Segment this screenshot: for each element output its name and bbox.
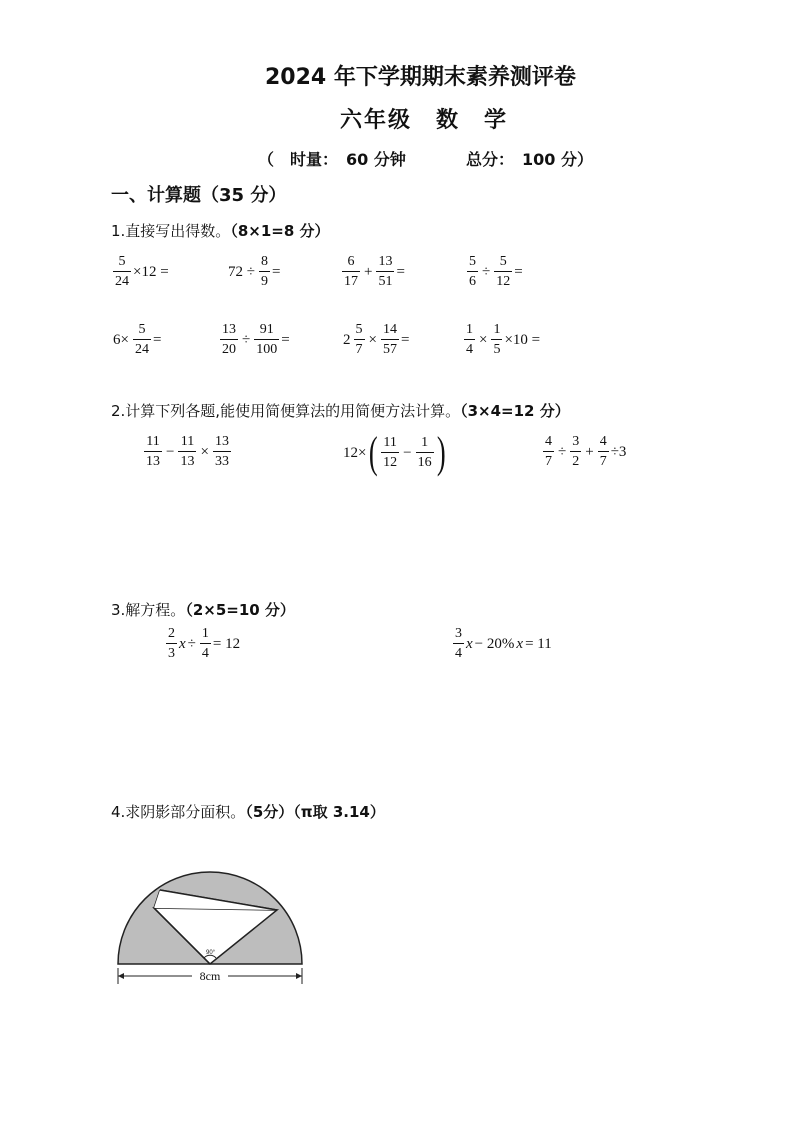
- right-angle-label: 90°: [206, 950, 216, 956]
- numerator: 13: [222, 322, 236, 337]
- denominator: 51: [376, 271, 394, 289]
- denominator: 57: [381, 339, 399, 357]
- q2-item-a: [142, 435, 233, 469]
- question-1-label: 1.直接写出得数。（8×1=8 分）: [111, 222, 330, 240]
- math-token: =: [281, 331, 290, 348]
- denominator: 24: [113, 271, 131, 289]
- numerator: 14: [382, 322, 397, 337]
- q3-item-b: [451, 627, 554, 661]
- numerator: 1: [421, 435, 429, 450]
- denominator: 100: [254, 339, 279, 357]
- math-token: =: [152, 331, 162, 348]
- fraction: [381, 436, 399, 470]
- denominator: 24: [133, 339, 151, 357]
- question-4-label: 4.求阴影部分面积。（5分）（π取 3.14）: [111, 803, 385, 821]
- fraction: [113, 255, 131, 289]
- fraction: [491, 323, 502, 357]
- math-token: ): [436, 428, 446, 477]
- denominator: 13: [144, 451, 162, 469]
- math-token: (: [369, 428, 379, 477]
- math-token: +: [364, 263, 373, 280]
- question-2-label: 2.计算下列各题,能使用简便算法的用简便方法计算。（3×4=12 分）: [111, 402, 570, 420]
- numerator: 4: [599, 434, 607, 449]
- denominator: 7: [543, 451, 554, 469]
- q1-item-g: [343, 323, 409, 357]
- math-token: +: [585, 443, 594, 460]
- exam-subtitle: 六年级 数 学: [340, 108, 509, 133]
- math-token: ×: [368, 331, 377, 348]
- q1-item-a: [111, 255, 169, 289]
- math-token: =: [400, 331, 410, 348]
- fraction: [376, 255, 394, 289]
- numerator: 6: [347, 254, 355, 269]
- numerator: 5: [138, 322, 146, 337]
- fraction: [453, 627, 464, 661]
- math-token: ×: [200, 443, 209, 460]
- q1-item-b: [226, 255, 280, 289]
- fraction: [467, 255, 478, 289]
- denominator: 2: [570, 451, 581, 469]
- numerator: 11: [146, 434, 160, 449]
- numerator: 1: [493, 322, 501, 337]
- math-token: ÷3: [610, 443, 627, 460]
- q1-item-f: [218, 323, 290, 357]
- math-token: −: [403, 444, 412, 461]
- question-3-label: 3.解方程。（2×5=10 分）: [111, 601, 295, 619]
- math-token: =: [271, 263, 281, 280]
- numerator: 1: [466, 322, 473, 337]
- denominator: 4: [453, 643, 464, 661]
- math-token: ×: [479, 331, 488, 348]
- numerator: 5: [469, 254, 476, 269]
- numerator: 5: [499, 254, 507, 269]
- denominator: 33: [213, 451, 231, 469]
- denominator: 7: [354, 339, 365, 357]
- numerator: 2: [168, 626, 175, 641]
- q1-item-c: [340, 255, 405, 289]
- fraction: [220, 323, 238, 357]
- denominator: 4: [200, 643, 211, 661]
- fraction: [166, 627, 177, 661]
- math-token: x: [466, 635, 473, 652]
- numerator: 8: [260, 254, 268, 269]
- denominator: 4: [464, 339, 475, 357]
- numerator: 5: [118, 254, 126, 269]
- denominator: 7: [598, 451, 609, 469]
- fraction: [381, 323, 399, 357]
- math-token: − 20%: [474, 635, 515, 652]
- fraction: [254, 323, 279, 357]
- q1-item-h: [462, 323, 540, 357]
- denominator: 12: [494, 271, 512, 289]
- fraction: [494, 255, 512, 289]
- fraction: [342, 255, 360, 289]
- exam-time: （ 时量： 60 分钟: [258, 150, 406, 169]
- fraction: [200, 627, 211, 661]
- numerator: 91: [259, 322, 274, 337]
- math-token: =: [396, 263, 405, 280]
- q3-item-a: [164, 627, 240, 661]
- exam-total-score: 总分： 100 分）: [466, 150, 593, 169]
- denominator: 13: [178, 451, 196, 469]
- denominator: 9: [259, 271, 270, 289]
- numerator: 1: [201, 626, 209, 641]
- math-token: 2: [343, 331, 351, 348]
- math-token: x: [516, 635, 524, 652]
- numerator: 11: [383, 435, 397, 450]
- denominator: 20: [220, 339, 238, 357]
- exam-title: 2024 年下学期期末素养测评卷: [265, 65, 576, 90]
- q1-item-e: [111, 323, 161, 357]
- denominator: 6: [467, 271, 478, 289]
- semicircle-figure: [110, 860, 320, 990]
- math-token: 12×: [343, 444, 367, 461]
- section-heading: 一、计算题（35 分）: [111, 185, 287, 206]
- numerator: 11: [180, 434, 195, 449]
- numerator: 4: [545, 434, 552, 449]
- math-token: 6×: [113, 331, 129, 348]
- dimension-label: 8cm: [199, 969, 221, 983]
- math-token: = 12: [212, 635, 241, 652]
- q2-item-b: [341, 428, 446, 477]
- denominator: 3: [166, 643, 177, 661]
- denominator: 5: [491, 339, 502, 357]
- math-token: =: [514, 263, 523, 280]
- numerator: 3: [572, 434, 580, 449]
- math-token: 72 ÷: [228, 263, 255, 280]
- fraction: [213, 435, 231, 469]
- numerator: 13: [214, 434, 229, 449]
- math-token: ×10 =: [504, 331, 541, 348]
- fraction: [144, 435, 162, 469]
- math-token: ÷: [558, 443, 567, 460]
- math-token: −: [166, 443, 175, 460]
- fraction: [416, 436, 434, 470]
- numerator: 3: [455, 626, 462, 641]
- q1-item-d: [465, 255, 523, 289]
- fraction: [570, 435, 581, 469]
- numerator: 13: [378, 254, 393, 269]
- numerator: 5: [355, 322, 363, 337]
- denominator: 12: [381, 452, 399, 470]
- fraction: [598, 435, 609, 469]
- fraction: [354, 323, 365, 357]
- math-token: ×12 =: [133, 263, 169, 280]
- math-token: ÷: [482, 263, 491, 280]
- fraction: [543, 435, 554, 469]
- math-token: x: [179, 635, 186, 652]
- denominator: 17: [342, 271, 360, 289]
- fraction: [133, 323, 151, 357]
- fraction: [259, 255, 270, 289]
- math-token: = 11: [525, 635, 552, 652]
- denominator: 16: [416, 452, 434, 470]
- math-token: ÷: [187, 635, 196, 652]
- q2-item-c: [541, 435, 626, 469]
- fraction: [464, 323, 475, 357]
- fraction: [178, 435, 196, 469]
- math-token: ÷: [242, 331, 251, 348]
